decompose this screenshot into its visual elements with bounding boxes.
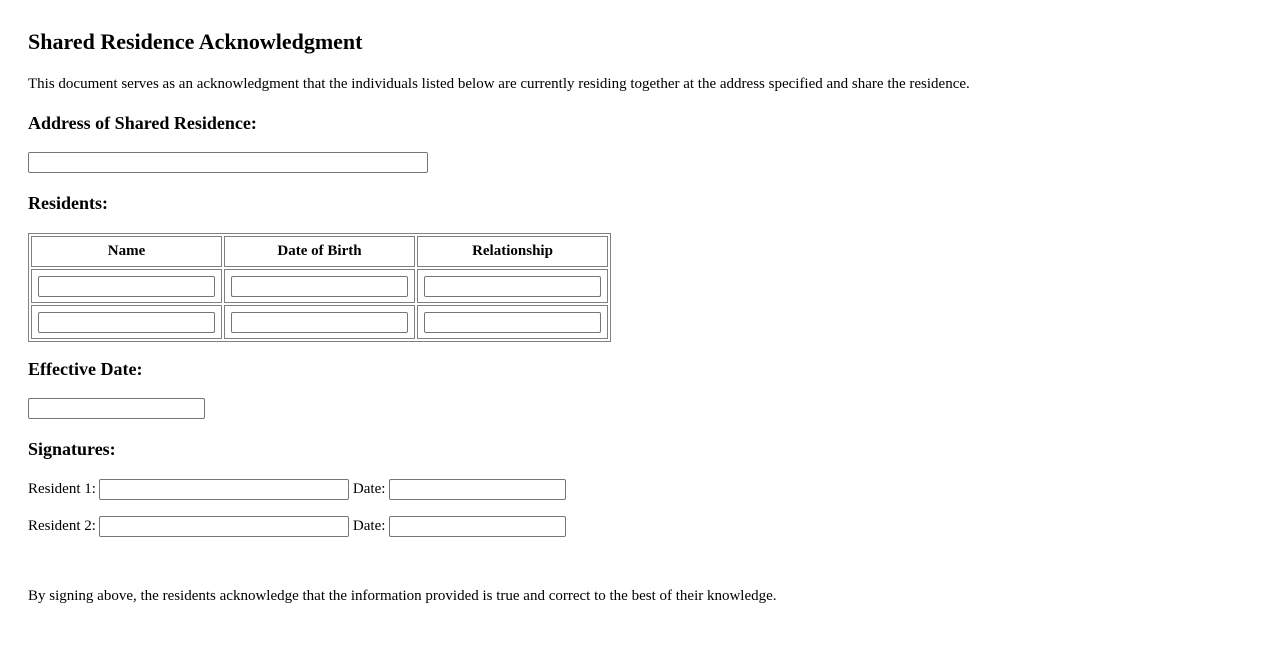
intro-paragraph: This document serves as an acknowledgment that the individuals listed below are currently residing together at the address specified and share the residence. <box>28 76 970 92</box>
resident-1-signature-input[interactable] <box>99 479 349 500</box>
address-input[interactable] <box>28 152 428 173</box>
resident-1-dob-input[interactable] <box>231 276 408 297</box>
table-cell <box>417 269 608 303</box>
resident-1-relationship-input[interactable] <box>424 276 601 297</box>
column-header-relationship: Relationship <box>417 236 608 267</box>
resident-2-name-input[interactable] <box>38 312 215 333</box>
address-heading: Address of Shared Residence: <box>28 113 257 133</box>
resident-2-label: Resident 2: <box>28 518 96 534</box>
table-cell <box>224 305 415 339</box>
resident-2-date-label: Date: <box>352 518 386 534</box>
table-cell <box>31 305 222 339</box>
resident-1-label: Resident 1: <box>28 481 96 497</box>
resident-2-relationship-input[interactable] <box>424 312 601 333</box>
table-cell <box>417 305 608 339</box>
effective-date-heading: Effective Date: <box>28 359 143 379</box>
table-row <box>31 305 608 339</box>
signature-row-resident-1 <box>28 478 566 500</box>
residents-heading: Residents: <box>28 193 108 213</box>
table-row <box>31 269 608 303</box>
column-header-date-of-birth: Date of Birth <box>224 236 415 267</box>
acknowledgment-note: By signing above, the residents acknowledge that the information provided is true and correct to the best of their knowledge. <box>28 588 777 604</box>
table-cell <box>31 269 222 303</box>
resident-2-signature-input[interactable] <box>99 516 349 537</box>
residents-table <box>28 233 611 342</box>
signature-row-resident-2 <box>28 515 566 537</box>
resident-2-date-input[interactable] <box>389 516 566 537</box>
signatures-heading: Signatures: <box>28 439 116 459</box>
table-header-row <box>31 236 608 267</box>
resident-1-date-label: Date: <box>352 481 386 497</box>
table-cell <box>224 269 415 303</box>
document-title: Shared Residence Acknowledgment <box>28 29 363 54</box>
resident-1-name-input[interactable] <box>38 276 215 297</box>
resident-1-date-input[interactable] <box>389 479 566 500</box>
resident-2-dob-input[interactable] <box>231 312 408 333</box>
effective-date-input[interactable] <box>28 398 205 419</box>
column-header-name: Name <box>31 236 222 267</box>
